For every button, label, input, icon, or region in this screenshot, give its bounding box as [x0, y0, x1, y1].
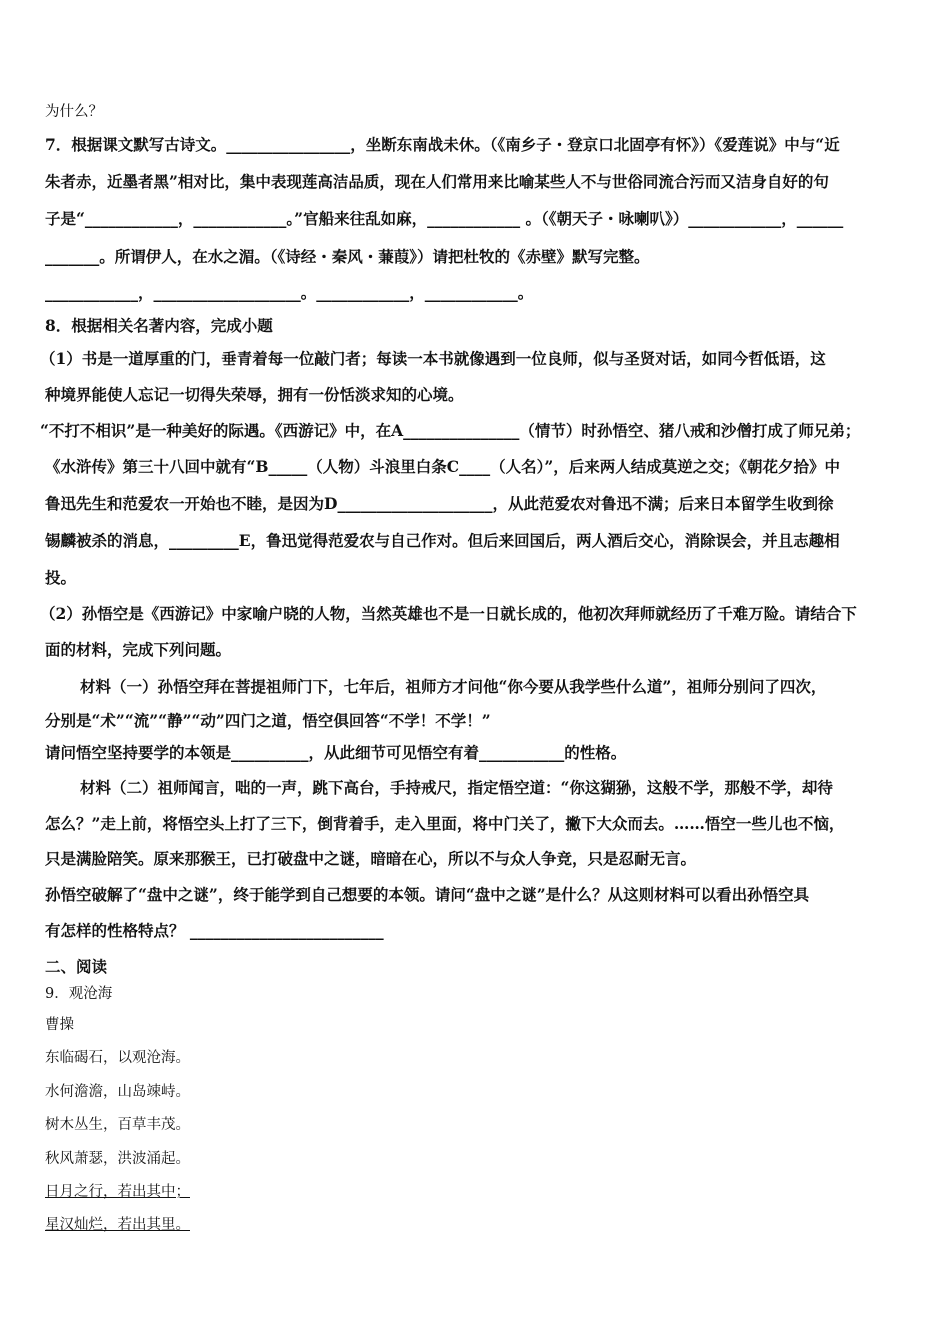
poem-line: 日月之行，若出其中；: [45, 1184, 190, 1200]
text-line: 为什么？: [45, 104, 103, 120]
text-line: 子是“____________，____________。”官船来往乱如麻，____________ 。（《朝天子・咏喇叭》）____________，______: [45, 209, 844, 228]
poem-author: 曹操: [45, 1017, 74, 1033]
text-line: 有怎样的性格特点？ _________________________: [45, 921, 384, 940]
text-line: 朱者赤，近墨者黑”相对比，集中表现莲高洁品质，现在人们常用来比喻某些人不与世俗同流合污而又洁身自好的句: [45, 172, 829, 191]
text-line: _______。所谓伊人，在水之湄。（《诗经・秦风・蒹葭》）请把杜牧的《赤壁》默写完整。: [45, 247, 650, 266]
text-line: 鲁迅先生和范爱农一开始也不睦，是因为D____________________，从此范爱农对鲁迅不满；后来日本留学生收到徐: [45, 494, 834, 513]
text-line: 面的材料，完成下列问题。: [45, 640, 232, 659]
text-line: 种境界能使人忘记一切得失荣辱，拥有一份恬淡求知的心境。: [45, 385, 464, 404]
section-heading: 二、阅读: [45, 957, 108, 976]
question-8: 8．根据相关名著内容，完成小题: [45, 316, 273, 335]
text-line: 孙悟空破解了“盘中之谜”，终于能学到自己想要的本领。请问“盘中之谜”是什么？从这则材料可以看出孙悟空具: [45, 885, 810, 904]
text-line: 投。: [45, 568, 77, 587]
text-line: （1）书是一道厚重的门，垂青着每一位敲门者；每读一本书就像遇到一位良师，似与圣贤对话，如同今哲低语，这: [40, 349, 826, 368]
poem-line: 星汉灿烂，若出其里。: [45, 1217, 190, 1233]
material-1: 材料（一）孙悟空拜在菩提祖师门下，七年后，祖师方才问他“你今要从我学些什么道”，祖师分别问了四次，: [80, 677, 827, 696]
poem-line: 秋风萧瑟，洪波涌起。: [45, 1151, 190, 1167]
text-line: “不打不相识”是一种美好的际遇。《西游记》中，在A_______________（情节）时孙悟空、猪八戒和沙僧打成了师兄弟；: [40, 421, 861, 440]
poem-line: 水何澹澹，山岛竦峙。: [45, 1084, 190, 1100]
text-line: （2）孙悟空是《西游记》中家喻户晓的人物，当然英雄也不是一日就长成的，他初次拜师就经历了千难万险。请结合下: [40, 604, 857, 623]
poem-line: 树木丛生，百草丰茂。: [45, 1117, 190, 1133]
poem-line: 东临碣石，以观沧海。: [45, 1050, 190, 1066]
text-line: 只是满脸陪笑。原来那猴王，已打破盘中之谜，暗暗在心，所以不与众人争竞，只是忍耐无言。: [45, 849, 697, 868]
question-9-title: 9．观沧海: [45, 986, 113, 1002]
text-line: 分别是“术”“流”“静”“动”四门之道，悟空俱回答“不学！不学！”: [45, 711, 491, 730]
text-line: 怎么？”走上前，将悟空头上打了三下，倒背着手，走入里面，将中门关了，撇下大众而去。……悟空一些儿也不恼，: [45, 814, 845, 833]
text-line: 请问悟空坚持要学的本领是__________，从此细节可见悟空有着___________的性格。: [45, 743, 627, 762]
answer-blanks: ____________，___________________。____________，____________。: [45, 283, 534, 302]
text-line: 《水浒传》第三十八回中就有“B_____（人物）斗浪里白条C____（人名）”，后来两人结成莫逆之交；《朝花夕拾》中: [45, 457, 841, 476]
question-7: 7．根据课文默写古诗文。________________，坐断东南战未休。（《南乡子・登京口北固亭有怀》）《爱莲说》中与“近: [45, 135, 840, 154]
material-2: 材料（二）祖师闻言，咄的一声，跳下高台，手持戒尺，指定悟空道：“你这猢狲，这般不学，那般不学，却待: [80, 778, 833, 797]
text-line: 锡麟被杀的消息，_________E，鲁迅觉得范爱农与自己作对。但后来回国后，两人酒后交心，消除误会，并且志趣相: [45, 531, 840, 550]
